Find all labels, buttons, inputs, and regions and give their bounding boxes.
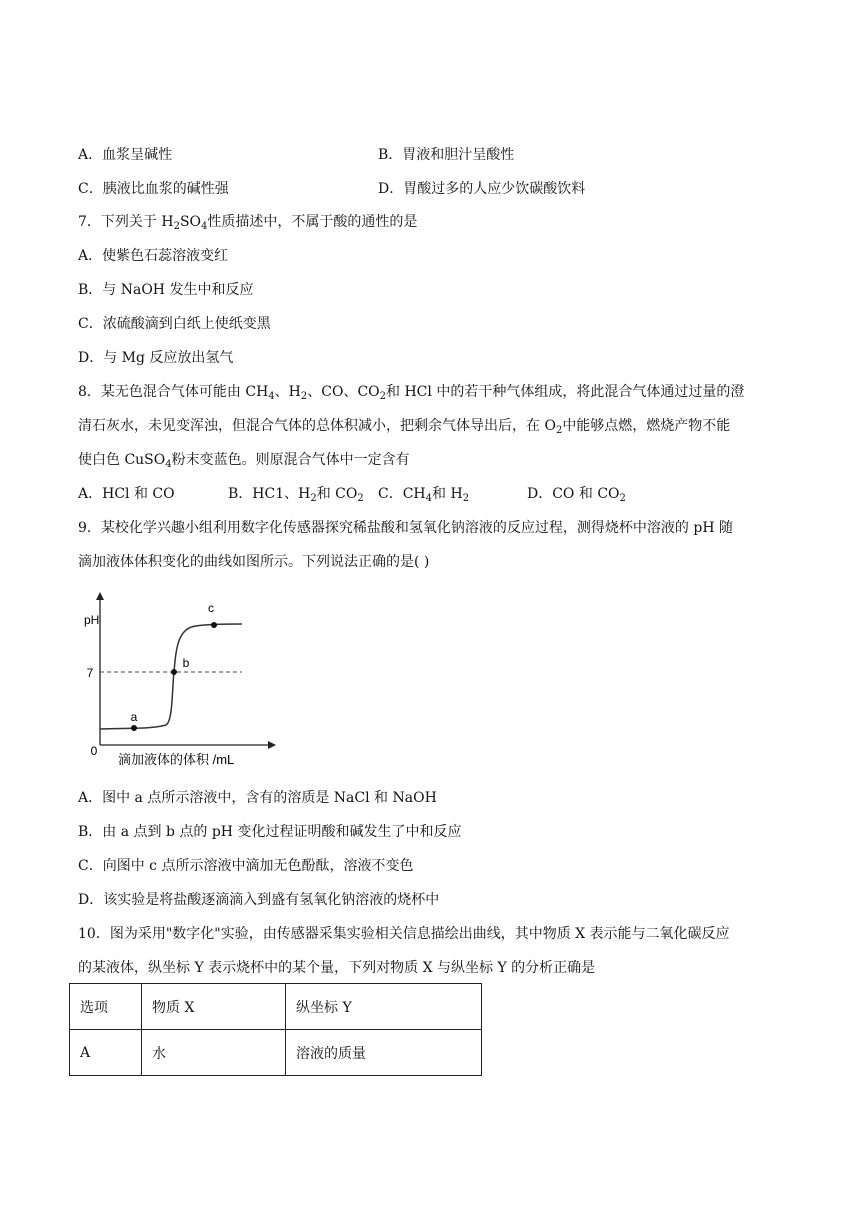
q7-stem-part: 性质描述中，不属于酸的通性的是 <box>207 214 418 230</box>
y-axis-arrow <box>96 592 104 600</box>
text: 粉末变蓝色。则原混合气体中一定含有 <box>171 452 410 468</box>
q10-stem-line2: 的某液体，纵坐标 Y 表示烧杯中的某个量，下列对物质 X 与纵坐标 Y 的分析正确是 <box>78 960 596 976</box>
q9-stem-line1: 9．某校化学兴趣小组利用数字化传感器探究稀盐酸和氢氧化钠溶液的反应过程，测得烧杯中溶液的 pH 随 <box>78 520 733 536</box>
q8-option-a: A．HCl 和 CO <box>78 486 175 502</box>
q8-stem-line2 <box>78 416 730 436</box>
table-header-cell: 选项 <box>70 984 142 1030</box>
subscript: 4 <box>201 221 208 232</box>
subscript: 2 <box>357 493 364 504</box>
q8-stem-line1 <box>78 382 744 402</box>
text: 8．某无色混合气体可能由 CH <box>78 384 269 400</box>
subscript: 2 <box>555 425 563 436</box>
q9-option-d: D．该实验是将盐酸逐滴滴入到盛有氢氧化钠溶液的烧杯中 <box>78 892 440 908</box>
text: B．HC1、H <box>228 486 311 502</box>
point-a-label: a <box>130 710 138 724</box>
subscript: 2 <box>300 391 308 402</box>
q9-option-a: A．图中 a 点所示溶液中，含有的溶质是 NaCl 和 NaOH <box>78 790 437 806</box>
q6-option-b: B．胃液和胆汁呈酸性 <box>378 147 515 163</box>
q8-option-d <box>527 484 626 504</box>
point-b <box>171 669 177 675</box>
q7-stem-part: 7．下列关于 H <box>78 214 174 230</box>
x-axis-label: 滴加液体的体积 /mL <box>118 752 235 767</box>
q6-option-c: C．胰液比血浆的碱性强 <box>78 181 229 197</box>
x-axis-arrow <box>268 741 276 749</box>
q10-table <box>69 983 482 1076</box>
subscript: 4 <box>268 391 275 402</box>
point-c <box>211 622 217 628</box>
subscript: 2 <box>379 391 387 402</box>
table-cell: 溶液的质量 <box>286 1030 482 1076</box>
q7-option-c: C．浓硫酸滴到白纸上使纸变黑 <box>78 316 271 332</box>
table-cell: A <box>70 1030 142 1076</box>
text: 和 H <box>432 486 463 502</box>
q6-option-a: A．血浆呈碱性 <box>78 147 173 163</box>
q7-option-d: D．与 Mg 反应放出氢气 <box>78 350 234 366</box>
q9-stem-line2: 滴加液体体积变化的曲线如图所示。下列说法正确的是( ) <box>78 554 430 570</box>
text: 中能够点燃，燃烧产物不能 <box>562 418 731 434</box>
q7-stem <box>78 212 417 232</box>
subscript: 4 <box>425 493 433 504</box>
table-header-row <box>70 984 482 1030</box>
subscript: 2 <box>462 493 470 504</box>
text: D．CO 和 CO <box>527 486 620 502</box>
y-tick-7: 7 <box>86 666 94 680</box>
text: 使白色 CuSO <box>78 452 166 468</box>
point-c-label: c <box>208 601 214 615</box>
subscript: 2 <box>310 493 317 504</box>
q7-option-b: B．与 NaOH 发生中和反应 <box>78 282 254 298</box>
q8-stem-line3 <box>78 450 410 470</box>
point-b-label: b <box>182 656 190 670</box>
ph-curve-chart <box>78 588 278 773</box>
subscript: 2 <box>619 493 626 504</box>
text: 清石灰水，未见变浑浊，但混合气体的总体积减小，把剩余气体导出后，在 O <box>78 418 556 434</box>
q8-option-c <box>378 484 469 504</box>
subscript: 2 <box>173 221 180 232</box>
text: 和 HCl 中的若干种气体组成，将此混合气体通过过量的澄 <box>386 384 745 400</box>
q9-option-b: B．由 a 点到 b 点的 pH 变化过程证明酸和碱发生了中和反应 <box>78 824 462 840</box>
y-axis-label: pH <box>84 613 100 627</box>
subscript: 4 <box>165 459 172 470</box>
text: C．CH <box>378 486 426 502</box>
q6-option-d: D．胃酸过多的人应少饮碳酸饮料 <box>378 181 586 197</box>
text: 、CO、CO <box>307 384 380 400</box>
q7-option-a: A．使紫色石蕊溶液变红 <box>78 248 229 264</box>
q10-stem-line1: 10．图为采用"数字化"实验，由传感器采集实验相关信息描绘出曲线，其中物质 X 表示能与二氧化碳反应 <box>78 926 730 942</box>
q8-option-b <box>228 484 364 504</box>
table-cell: 水 <box>142 1030 286 1076</box>
point-a <box>131 725 137 731</box>
table-header-cell: 纵坐标 Y <box>286 984 482 1030</box>
table-row <box>70 1030 482 1076</box>
text: 和 CO <box>316 486 358 502</box>
origin-label: 0 <box>90 744 98 758</box>
q9-option-c: C．向图中 c 点所示溶液中滴加无色酚酞，溶液不变色 <box>78 858 414 874</box>
q7-stem-part: SO <box>179 214 202 230</box>
table-header-cell: 物质 X <box>142 984 286 1030</box>
ph-curve <box>100 624 242 729</box>
text: 、H <box>274 384 301 400</box>
